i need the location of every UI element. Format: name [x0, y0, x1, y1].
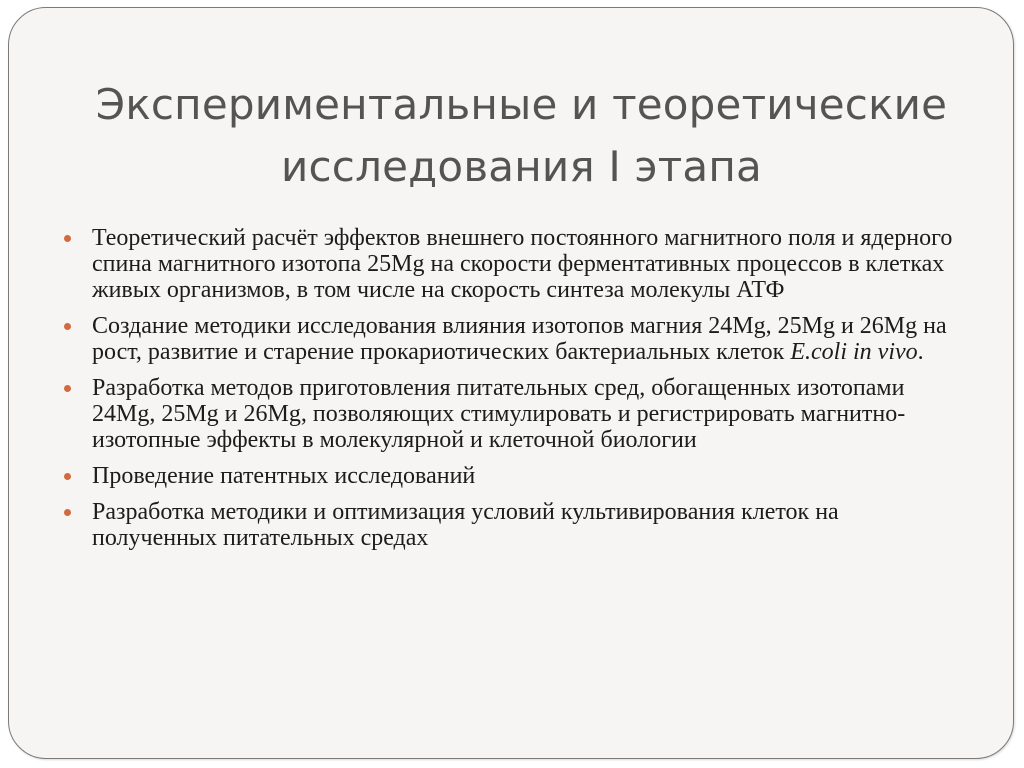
- bullet-text: Создание методики исследования влияния изотопов магния 24Mg, 25Mg и 26Mg на рост, развитие и старение прокариотических бактериальных клеток: [92, 313, 947, 365]
- bullet-dot-icon: [64, 323, 71, 330]
- bullet-dot-icon: [64, 473, 71, 480]
- list-item: [62, 225, 962, 303]
- slide-title-line1: Экспериментальные и теоретические: [95, 80, 948, 129]
- bullet-text: Проведение патентных исследований: [92, 463, 476, 489]
- bullet-text: Разработка методов приготовления питательных сред, обогащенных изотопами 24Mg, 25Mg и 26Mg, позволяющих стимулировать и регистрировать магнитно-изотопные эффекты в молекулярной и клеточной биологии: [92, 375, 906, 453]
- bullet-dot-icon: [64, 235, 71, 242]
- slide-title: [29, 74, 1014, 198]
- list-item: [62, 463, 962, 489]
- list-item: [62, 375, 962, 453]
- slide-title-line2: исследования I этапа: [281, 142, 762, 191]
- bullet-dot-icon: [64, 509, 71, 516]
- bullet-dot-icon: [64, 385, 71, 392]
- bullet-list: [62, 225, 962, 561]
- bullet-text-italic: E.coli in vivo: [790, 339, 918, 365]
- bullet-text: Теоретический расчёт эффектов внешнего постоянного магнитного поля и ядерного спина магнитного изотопа 25Mg на скорости ферментативных процессов в клетках живых организмов, в том числе на скорость синтеза молекулы АТФ: [92, 225, 953, 303]
- bullet-text-end: .: [917, 339, 924, 365]
- list-item: [62, 499, 962, 551]
- list-item: [62, 313, 962, 365]
- bullet-text: Разработка методики и оптимизация условий культивирования клеток на полученных питательных средах: [92, 499, 839, 551]
